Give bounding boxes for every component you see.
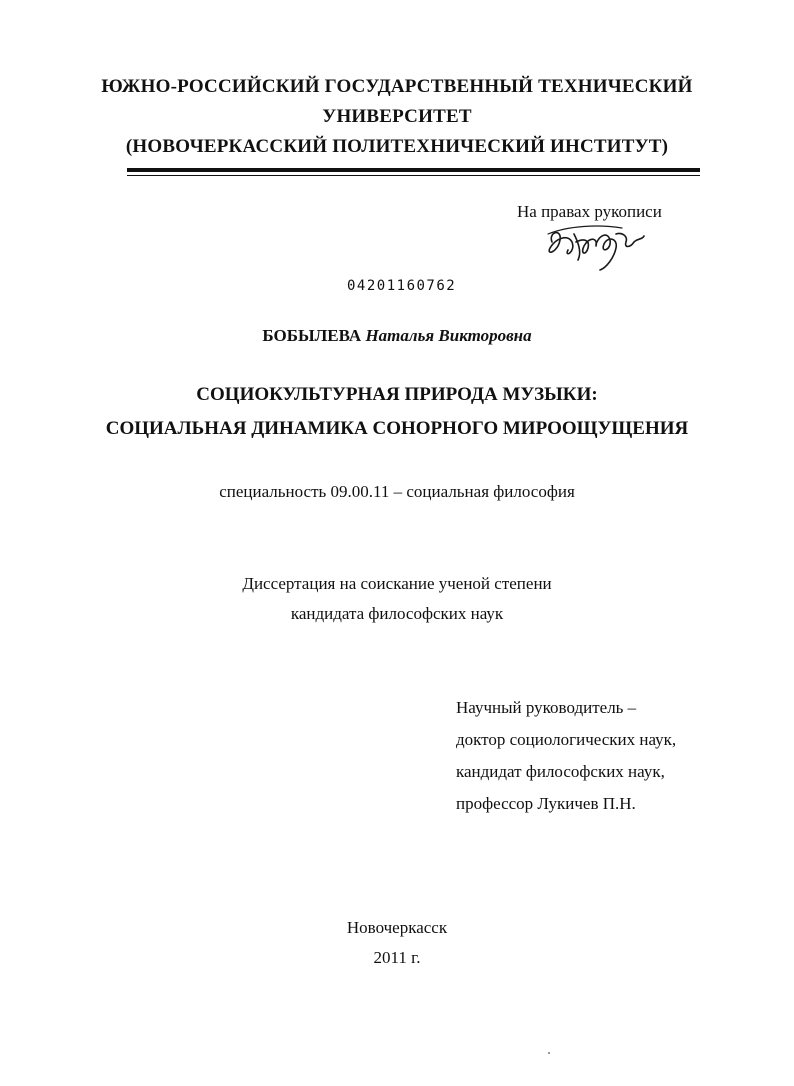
author-given-names: Наталья Викторовна [365, 326, 532, 345]
handwritten-signature [538, 212, 658, 274]
degree-line-2: кандидата философских наук [290, 604, 504, 623]
advisor-line-3: кандидат философских наук, [456, 762, 665, 781]
dissertation-title-line-1: СОЦИОКУЛЬТУРНАЯ ПРИРОДА МУЗЫКИ: [196, 384, 598, 405]
author-name [0, 326, 794, 346]
manuscript-note: На правах рукописи [517, 202, 662, 221]
dissertation-title-line-2: СОЦИАЛЬНАЯ ДИНАМИКА СОНОРНОГО МИРООЩУЩЕНИЯ [105, 418, 689, 439]
header-divider-thin [127, 175, 700, 176]
advisor-line-2: доктор социологических наук, [456, 730, 677, 749]
degree-line-1: Диссертация на соискание ученой степени [242, 574, 552, 593]
advisor-line-4: профессор Лукичев П.Н. [456, 794, 636, 813]
scan-speck [548, 1052, 550, 1054]
library-stamp-number: 04201160762 [347, 278, 457, 294]
header-divider-thick [127, 168, 700, 172]
author-surname: БОБЫЛЕВА [262, 326, 362, 345]
university-name-line-3: (НОВОЧЕРКАССКИЙ ПОЛИТЕХНИЧЕСКИЙ ИНСТИТУТ) [125, 136, 669, 157]
year: 2011 г. [373, 948, 421, 967]
specialty: специальность 09.00.11 – социальная философия [219, 482, 575, 501]
university-name-line-2: УНИВЕРСИТЕТ [322, 106, 472, 127]
university-name-line-1: ЮЖНО-РОССИЙСКИЙ ГОСУДАРСТВЕННЫЙ ТЕХНИЧЕСКИЙ [101, 76, 693, 97]
city: Новочеркасск [346, 918, 448, 937]
advisor-line-1: Научный руководитель – [456, 698, 637, 717]
